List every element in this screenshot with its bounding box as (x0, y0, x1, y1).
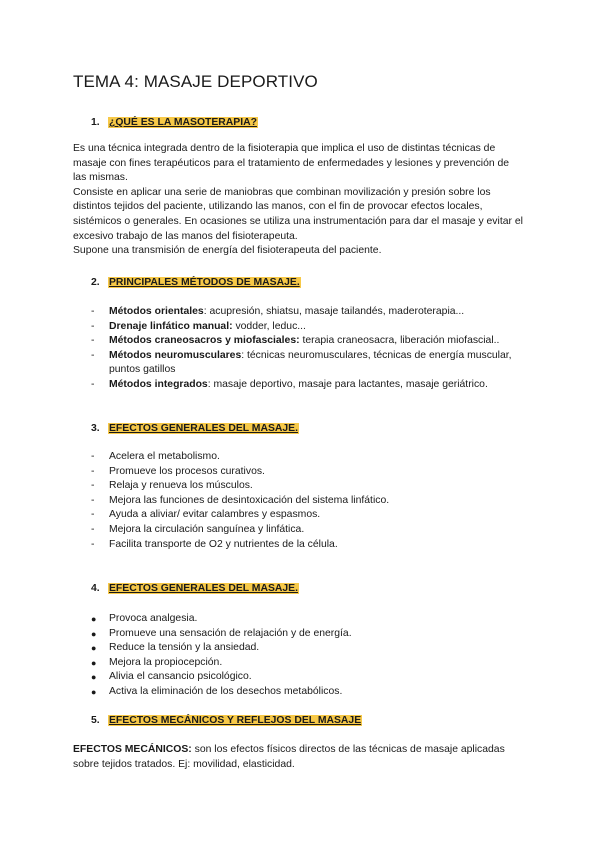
bullet-icon: ● (91, 672, 97, 683)
list-item: - Métodos orientales: acupresión, shiatsu, masaje tailandés, maderoterapia... (91, 305, 531, 320)
section-title: EFECTOS GENERALES DEL MASAJE. (109, 583, 298, 594)
list-item: - Métodos neuromusculares: técnicas neuromusculares, técnicas de energía muscular, puntos gatillos (91, 349, 512, 376)
method-detail: terapia craneosacra, liberación miofascial.. (299, 335, 500, 347)
section-title: EFECTOS GENERALES DEL MASAJE. (109, 423, 298, 434)
list-item: ● Reduce la tensión y la ansiedad. (91, 641, 531, 656)
list-item: ● Activa la eliminación de los desechos metabólicos. (91, 685, 531, 700)
section-4-heading (91, 583, 299, 594)
dash-marker: - (91, 378, 95, 390)
general-effects-list-2 (91, 612, 531, 700)
methods-list (91, 305, 531, 393)
list-item: - Ayuda a aliviar/ evitar calambres y espasmos. (91, 508, 531, 523)
section-3-heading (91, 423, 299, 434)
list-item: ● Alivia el cansancio psicológico. (91, 670, 531, 685)
list-item: - Promueve los procesos curativos. (91, 465, 531, 480)
list-item: - Mejora las funciones de desintoxicación del sistema linfático. (91, 494, 531, 509)
list-item: - Relaja y renueva los músculos. (91, 479, 531, 494)
section-5-heading (91, 715, 362, 726)
method-term: Métodos craneosacros y miofasciales: (109, 335, 300, 347)
dash-marker: - (91, 306, 95, 317)
dash-marker: - (91, 509, 95, 521)
dash-marker: - (91, 480, 95, 492)
method-detail: técnicas neuromusculares, técnicas de energía muscular, puntos gatillos (109, 349, 512, 376)
section-title: ¿QUÉ ES LA MASOTERAPIA? (109, 117, 257, 128)
bullet-icon: ● (91, 686, 97, 697)
section-number: 2. (91, 277, 100, 288)
list-item (91, 334, 531, 349)
list-item: - Facilita transporte de O2 y nutrientes de la célula. (91, 538, 531, 553)
general-effects-list (91, 450, 531, 552)
document-title: TEMA 4: MASAJE DEPORTIVO (73, 72, 318, 91)
bullet-icon: ● (91, 614, 97, 624)
paragraph: Es una técnica integrada dentro de la fisioterapia que implica el uso de distintas técnicas de masaje con fines terapéuticos para el tratamiento de enfermedades y lesiones y prevención de las mismas. (73, 143, 510, 184)
method-term: Métodos orientales (109, 306, 204, 317)
list-item: ● Provoca analgesia. (91, 612, 531, 627)
section-1-heading (91, 117, 258, 128)
lead-text: son los efectos físicos directos de las técnicas de masaje aplicadas sobre tejidos tratados. Ej: movilidad, elasticidad. (73, 744, 505, 770)
dash-marker: - (91, 523, 95, 535)
dash-marker: - (91, 320, 95, 332)
dash-marker: - (91, 349, 95, 361)
section-number: 5. (91, 715, 100, 726)
section-title: EFECTOS MECÁNICOS Y REFLEJOS DEL MASAJE (109, 715, 362, 726)
dash-marker: - (91, 538, 95, 550)
list-item: - Mejora la circulación sanguínea y linfática. (91, 523, 531, 538)
list-item: ● Promueve una sensación de relajación y de energía. (91, 627, 531, 642)
method-term: Métodos neuromusculares (109, 349, 242, 361)
dash-marker: - (91, 494, 95, 506)
method-detail: acupresión, shiatsu, masaje tailandés, maderoterapia... (206, 306, 465, 317)
bullet-icon: ● (91, 657, 97, 668)
list-item: - Acelera el metabolismo. (91, 450, 531, 465)
list-item: - Métodos integrados: masaje deportivo, masaje para lactantes, masaje geriátrico. (91, 378, 531, 393)
list-item: ● Mejora la propiocepción. (91, 656, 531, 671)
paragraph: Supone una transmisión de energía del fisioterapeuta del paciente. (73, 245, 382, 257)
section-2-heading (91, 277, 301, 288)
method-detail: vodder, leduc... (232, 320, 306, 332)
method-term: Drenaje linfático manual: (109, 320, 233, 332)
bullet-icon: ● (91, 643, 97, 654)
paragraph: Consiste en aplicar una serie de maniobras que combinan movilización y presión sobre los distintos tejidos del paciente, utilizando las manos, con el fin de provocar efectos locales, sistémicos o generales. En ocasiones se utiliza una instrumentación para dar el masaje y evitar el excesivo trabajo de las manos del fisioterapeuta. (73, 186, 523, 242)
section-number: 4. (91, 583, 100, 594)
section-1-body (73, 142, 523, 259)
list-item (91, 320, 531, 335)
section-title: PRINCIPALES MÉTODOS DE MASAJE. (109, 277, 300, 288)
method-detail: masaje deportivo, masaje para lactantes, masaje geriátrico. (210, 378, 488, 390)
bullet-icon: ● (91, 628, 97, 639)
section-number: 3. (91, 423, 100, 434)
section-number: 1. (91, 117, 100, 128)
lead-term: EFECTOS MECÁNICOS: (73, 744, 192, 755)
mechanical-effects-paragraph (73, 743, 523, 772)
dash-marker: - (91, 465, 95, 477)
method-term: Métodos integrados (109, 378, 208, 390)
dash-marker: - (91, 451, 95, 462)
dash-marker: - (91, 335, 95, 347)
